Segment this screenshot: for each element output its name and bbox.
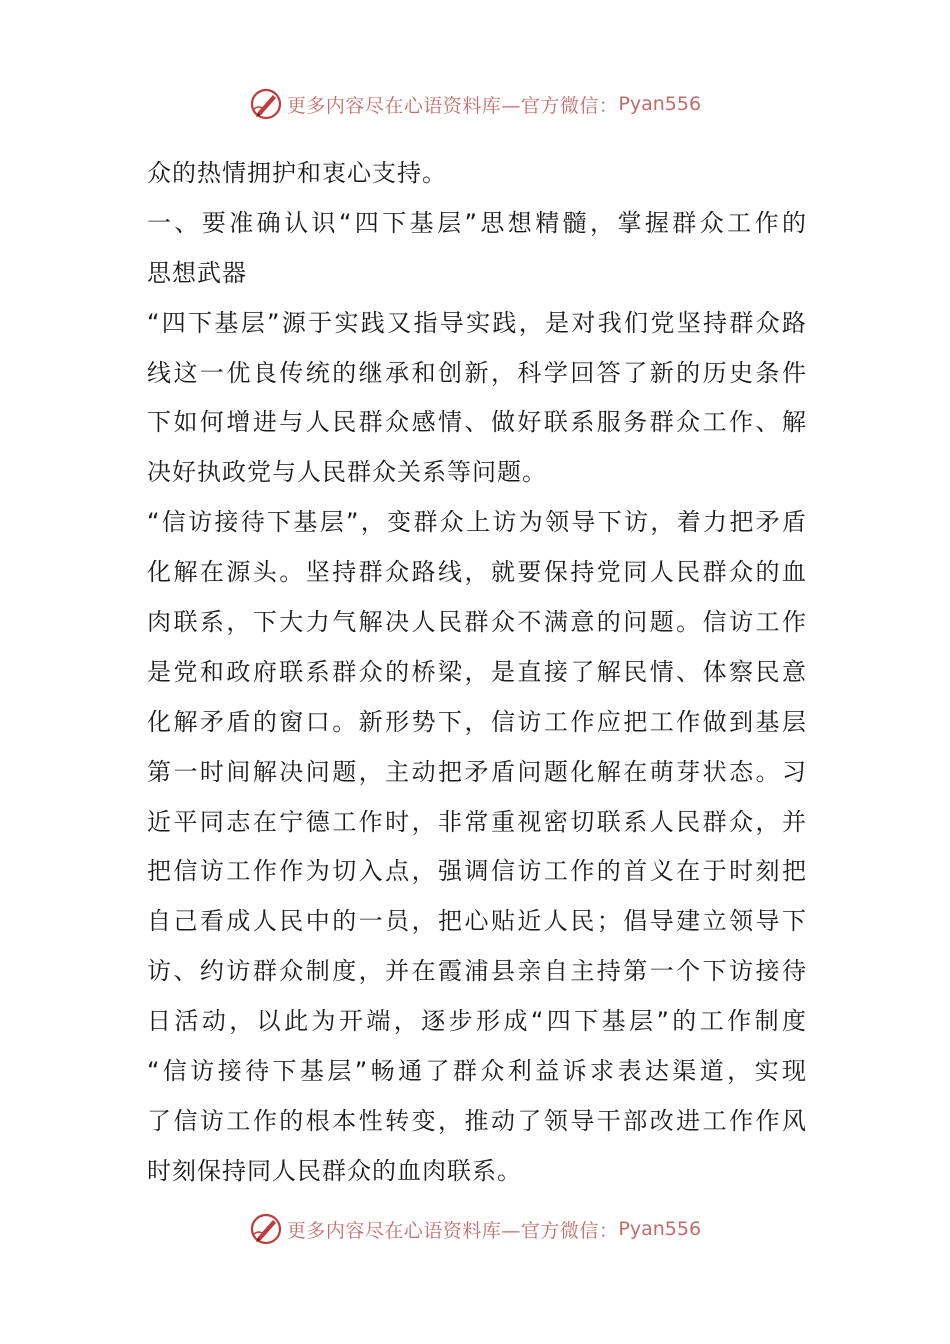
section-heading-line: 思想武器: [147, 258, 247, 287]
text-line: 第一时间解决问题，主动把矛盾问题化解在萌芽状态。习: [147, 757, 807, 786]
text-line: 化解矛盾的窗口。新形势下，信访工作应把工作做到基层: [147, 707, 807, 736]
text-line: 众的热情拥护和衷心支持。: [147, 159, 447, 187]
text-line: 近平同志在宁德工作时，非常重视密切联系人民群众，并: [147, 807, 807, 836]
text-line: 自己看成人民中的一员，把心贴近人民；倡导建立领导下: [147, 907, 807, 936]
footer-watermark: [0, 1209, 950, 1249]
text-line: 把信访工作作为切入点，强调信访工作的首义在于时刻把: [147, 857, 807, 886]
text-line: 日活动，以此为开端，逐步形成“四下基层”的工作制度: [147, 1007, 807, 1036]
text-line: 下如何增进与人民群众感情、做好联系服务群众工作、解: [147, 408, 807, 437]
text-line: “四下基层”源于实践又指导实践，是对我们党坚持群众路: [147, 308, 807, 337]
text-line: 决好执政党与人民群众关系等问题。: [147, 458, 547, 487]
pen-logo-icon: [249, 87, 283, 121]
text-line: 访、约访群众制度，并在霞浦县亲自主持第一个下访接待: [147, 957, 807, 986]
text-line: “信访接待下基层”，变群众上访为领导下访，着力把矛盾: [147, 508, 807, 537]
watermark-wechat-id: Pyan556: [618, 1218, 702, 1240]
text-line: 肉联系，下大力气解决人民群众不满意的问题。信访工作: [147, 608, 807, 637]
text-line: 时刻保持同人民群众的血肉联系。: [147, 1156, 522, 1185]
pen-logo-icon: [249, 1212, 283, 1246]
text-line: 是党和政府联系群众的桥梁，是直接了解民情、体察民意: [147, 657, 807, 686]
text-line: “信访接待下基层”畅通了群众利益诉求表达渠道，实现: [147, 1057, 807, 1086]
text-line: 线这一优良传统的继承和创新，科学回答了新的历史条件: [147, 358, 807, 387]
section-heading-line: 一、要准确认识“四下基层”思想精髓，掌握群众工作的: [147, 208, 807, 237]
text-line: 了信访工作的根本性转变，推动了领导干部改进工作作风: [147, 1106, 807, 1135]
watermark-wechat-id: Pyan556: [618, 93, 702, 115]
header-watermark: [0, 84, 950, 124]
text-line: 化解在源头。坚持群众路线，就要保持党同人民群众的血: [147, 558, 807, 587]
watermark-text: 更多内容尽在心语资料库—官方微信：: [286, 94, 619, 117]
document-body: [147, 149, 807, 1197]
watermark-text: 更多内容尽在心语资料库—官方微信：: [286, 1219, 619, 1242]
